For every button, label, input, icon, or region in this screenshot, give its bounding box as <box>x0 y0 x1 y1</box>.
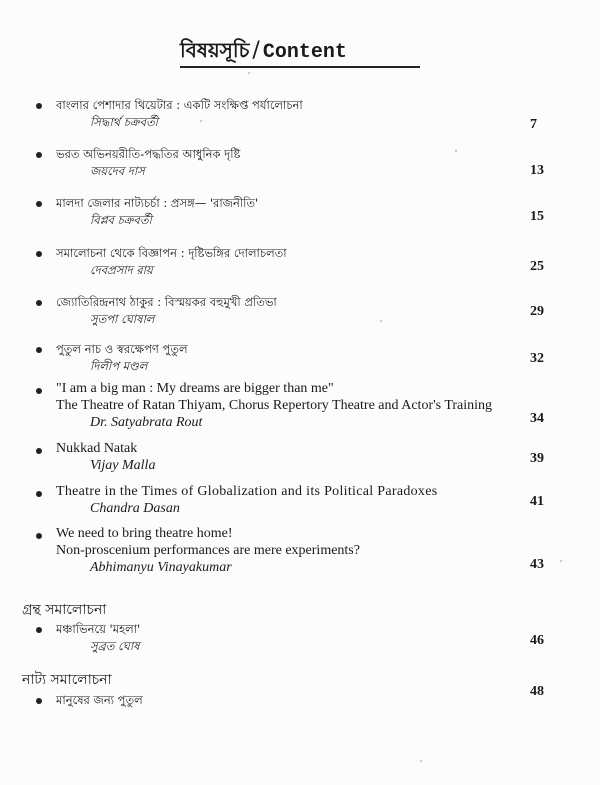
entry-author: জয়দেব দাস <box>90 164 145 178</box>
entry-author: Vijay Malla <box>90 458 156 473</box>
entry-page-number: 29 <box>530 304 544 319</box>
entry-page-number: 25 <box>530 259 544 274</box>
entry-author: Chandra Dasan <box>90 501 180 516</box>
bullet-icon <box>36 533 42 539</box>
entry-author: বিপ্লব চক্রবর্তী <box>90 213 152 227</box>
scan-speck <box>200 120 202 122</box>
entry-title: ভরত অভিনয়রীতি-পদ্ধতির আধুনিক দৃষ্টি <box>56 147 241 161</box>
bullet-icon <box>36 388 42 394</box>
entry-title: বাংলার পেশাদার থিয়েটার : একটি সংক্ষিপ্ত পর্যালোচনা <box>56 98 303 112</box>
entry-author: সিদ্ধার্থ চক্রবর্তী <box>90 115 158 129</box>
scan-speck <box>455 150 457 152</box>
entry-author: দেবপ্রসাদ রায় <box>90 263 153 277</box>
title-separator: / <box>252 38 260 63</box>
entry-title: We need to bring theatre home! <box>56 526 233 541</box>
entry-author: Abhimanyu Vinayakumar <box>90 560 232 575</box>
scan-speck <box>380 320 382 322</box>
entry-page-number: 46 <box>530 633 544 648</box>
bullet-icon <box>36 448 42 454</box>
entry-subtitle: Non-proscenium performances are mere experiments? <box>56 543 360 558</box>
entry-title: Nukkad Natak <box>56 441 138 456</box>
bullet-icon <box>36 491 42 497</box>
entry-author: সুব্রত ঘোষ <box>90 639 140 653</box>
entry-page-number: 43 <box>530 557 544 572</box>
entry-page-number: 48 <box>530 684 544 699</box>
entry-page-number: 7 <box>530 117 537 132</box>
scan-speck <box>560 560 562 562</box>
entry-author: দিলীপ মণ্ডল <box>90 359 148 373</box>
bullet-icon <box>36 347 42 353</box>
entry-subtitle: The Theatre of Ratan Thiyam, Chorus Repertory Theatre and Actor's Training <box>56 398 493 413</box>
scan-speck <box>248 72 250 74</box>
entry-title: পুতুল নাচ ও স্বরক্ষেপণ পুতুল <box>56 342 188 356</box>
bullet-icon <box>36 103 42 109</box>
bullet-icon <box>36 201 42 207</box>
entry-page-number: 13 <box>530 163 544 178</box>
entry-title: মঞ্চাভিনয়ে 'মহলা' <box>56 622 141 636</box>
title-bengali: বিষয়সূচি <box>180 38 250 62</box>
entry-author: Dr. Satyabrata Rout <box>90 415 203 430</box>
section-heading-drama-review: নাট্য সমালোচনা <box>22 672 112 688</box>
bullet-icon <box>36 627 42 633</box>
section-heading-book-review: গ্রন্থ সমালোচনা <box>22 602 107 618</box>
entry-page-number: 15 <box>530 209 544 224</box>
entry-title: জ্যোতিরিন্দ্রনাথ ঠাকুর : বিস্ময়কর বহুমুখী প্রতিভা <box>56 295 277 309</box>
scan-speck <box>420 760 422 762</box>
page-title <box>180 36 420 68</box>
bullet-icon <box>36 698 42 704</box>
entry-title: সমালোচনা থেকে বিজ্ঞাপন : দৃষ্টিভঙ্গির দোলাচলতা <box>56 246 287 260</box>
entry-page-number: 39 <box>530 451 544 466</box>
entry-page-number: 34 <box>530 411 544 426</box>
entry-page-number: 41 <box>530 494 544 509</box>
entry-page-number: 32 <box>530 351 544 366</box>
title-english: Content <box>262 41 347 64</box>
bullet-icon <box>36 251 42 257</box>
entry-author: সুতপা ঘোষাল <box>90 312 155 326</box>
entry-title: মানুষের জন্য পুতুল <box>56 693 143 707</box>
bullet-icon <box>36 300 42 306</box>
bullet-icon <box>36 152 42 158</box>
entry-title: Theatre in the Times of Globalization and its Political Paradoxes <box>56 484 438 499</box>
entry-title: "I am a big man : My dreams are bigger than me" <box>56 381 334 396</box>
entry-title: মালদা জেলার নাট্যচর্চা : প্রসঙ্গ— 'রাজনীতি' <box>56 196 259 210</box>
